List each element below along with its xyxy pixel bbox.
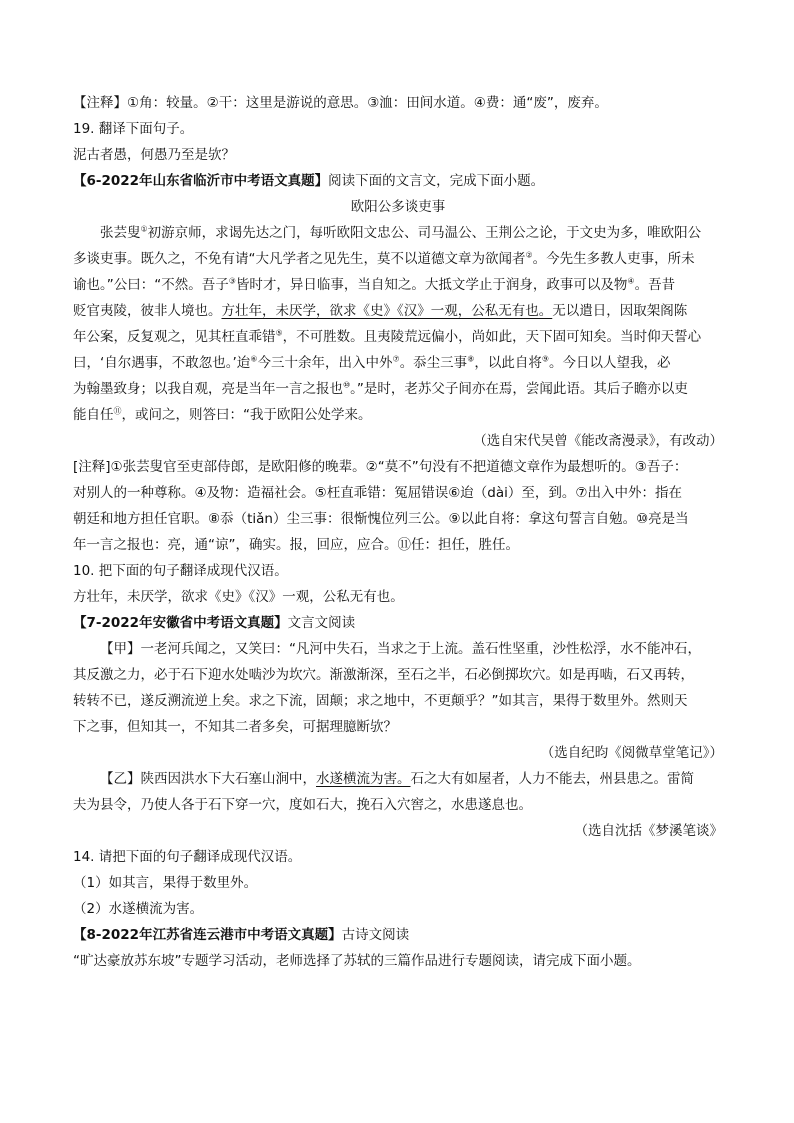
text-line: “旷达豪放苏东坡”专题学习活动，老师选择了苏轼的三篇作品进行专题阅读，请完成下面小题。	[73, 953, 641, 969]
text-span: 。”是时，老苏父子间亦在焉，尝闻此语。其后子瞻亦以吏	[350, 381, 688, 397]
text-line: （1）如其言，果得于数里外。	[73, 875, 258, 891]
footnote-marker: ⑪	[113, 406, 122, 416]
text-span: 古诗文阅读	[341, 927, 410, 943]
text-span: 水遂横流为害。	[316, 771, 411, 787]
text-line: 下之事，但知其一，不知其二者多矣，可据理臆断欤？	[73, 719, 397, 735]
text-line: （选自纪昀《阅微草堂笔记》）	[540, 745, 723, 761]
text-span: 今三十余年，出入中外	[257, 355, 393, 371]
text-span: 谕也。”公曰：“不然。吾子	[73, 277, 229, 293]
text-line: 年一言之报也：亮，通“谅”，确实。报，回应，应合。⑪任：担任，胜任。	[73, 537, 519, 553]
footnote-marker: ⑤	[275, 328, 283, 338]
text-line	[73, 350, 723, 376]
footnote-marker: ⑩	[343, 380, 351, 390]
text-span: 皆时才，异日临事，当自知之。大抵文学止于润身，政事可以及物	[235, 277, 628, 293]
footnote-marker: ⑥	[250, 354, 258, 364]
text-line: 【甲】一老河兵闻之，又笑曰：“凡河中失石，当求之于上流。盖石性坚重，沙性松浮，水不能冲石，	[100, 641, 701, 657]
text-line	[73, 402, 723, 428]
text-line	[73, 220, 723, 246]
text-span: 贬官夷陵，彼非人境也。	[73, 303, 222, 319]
text-span: ，不可胜数。且夷陵荒远偏小，尚如此，天下固可知矣。当时仰天誓心	[282, 329, 702, 345]
text-span: 无以遣日，因取架阁陈	[552, 303, 688, 319]
text-span: 文言文阅读	[287, 615, 356, 631]
text-line	[73, 246, 723, 272]
text-span: 能自任	[73, 407, 114, 423]
text-line	[73, 922, 723, 948]
footnote-marker: ⑧	[467, 354, 475, 364]
text-line: 14. 请把下面的句子翻译成现代汉语。	[73, 849, 302, 865]
text-line	[73, 376, 723, 402]
text-line: 方壮年，未厌学，欲求《史》《汉》一观，公私无有也。	[73, 589, 404, 605]
footnote-marker: ①	[140, 224, 148, 234]
footnote-marker: ②	[525, 250, 533, 260]
text-line	[73, 298, 723, 324]
text-span: 曰，‘自尔遇事，不敢忽也。’迨	[73, 355, 251, 371]
text-line: （选自沈括《梦溪笔谈》	[574, 823, 723, 839]
footnote-marker: ⑨	[541, 354, 550, 364]
text-line	[73, 324, 723, 350]
text-span: 【7-2022年安徽省中考语文真题】	[73, 615, 288, 631]
text-line: 夫为县令，乃使人各于石下穿一穴，度如石大，挽石入穴窖之，水患遂息也。	[73, 797, 532, 813]
footnote-marker: ④	[627, 276, 635, 286]
text-span: 【6-2022年山东省临沂市中考语文真题】	[73, 173, 329, 189]
text-span: ，或问之，则答曰：“我于欧阳公处学来。	[121, 407, 372, 423]
text-span: 年公案，反复观之，见其枉直乖错	[73, 329, 276, 345]
text-line: （选自宋代吴曾《能改斋漫录》，有改动）	[473, 433, 723, 449]
text-span: 。今日以人望我，必	[549, 355, 671, 371]
text-span: ，以此自将	[474, 355, 542, 371]
text-line: 泥古者愚，何愚乃至是欤？	[73, 147, 235, 163]
text-span: 阅读下面的文言文，完成下面小题。	[328, 173, 545, 189]
footnote-marker: ⑦	[392, 354, 400, 364]
text-line	[73, 766, 723, 792]
text-line: 【注释】①角：较量。②干：这里是游说的意思。③洫：田间水道。④费：通“废”，废弃。	[73, 95, 608, 111]
text-span: 多谈吏事。既久之，不免有请“大凡学者之见先生，莫不以道德文章为欲闻者	[73, 251, 526, 267]
text-line: 朝廷和地方担任官职。⑧忝（tiǎn）尘三事：很惭愧位列三公。⑨以此自将：拿这句誓言自勉。⑩亮是当	[73, 511, 689, 527]
document-page	[73, 90, 723, 974]
text-span: 为翰墨致身；以我自观，亮是当年一言之报也	[73, 381, 343, 397]
text-span: 。忝尘三事	[399, 355, 468, 371]
text-line: （2）水遂横流为害。	[73, 901, 204, 917]
text-line	[73, 610, 723, 636]
text-span: 初游京师，求谒先达之门，每听欧阳文忠公、司马温公、王荆公之论，于文史为多，唯欧阳公	[147, 225, 702, 241]
text-line: 19. 翻译下面句子。	[73, 121, 194, 137]
text-span: 【乙】陕西因洪水下大石塞山涧中，	[100, 771, 316, 787]
text-span: 。今先生多教人吏事，所未	[532, 251, 695, 267]
text-span: 方壮年，未厌学，欲求《史》《汉》一观，公私无有也。	[221, 303, 553, 319]
text-span: 张芸叟	[100, 225, 141, 241]
text-line: 其反激之力，必于石下迎水处啮沙为坎穴。渐激渐深，至石之半，石必倒掷坎穴。如是再啮，石又再转，	[73, 667, 694, 683]
text-span: 。吾昔	[634, 277, 676, 293]
text-line: 10. 把下面的句子翻译成现代汉语。	[73, 563, 288, 579]
text-line	[73, 272, 723, 298]
footnote-marker: ③	[228, 276, 236, 286]
text-span: 石之大有如屋者，人力不能去，州县患之。雷简	[410, 771, 694, 787]
text-line: 对别人的一种尊称。④及物：造福社会。⑤枉直乖错：冤屈错误⑥迨（dài）至，到。⑦出入中外：指在	[73, 485, 683, 501]
text-line: 转转不已，遂反溯流逆上矣。求之下流，固颠；求之地中，不更颠乎？”如其言，果得于数里外。然则天	[73, 693, 688, 709]
text-span: 【8-2022年江苏省连云港市中考语文真题】	[73, 927, 342, 943]
text-line: [注释]①张芸叟官至吏部侍郎，是欧阳修的晚辈。②“莫不”句没有不把道德文章作为最想听的。③吾子：	[73, 459, 688, 475]
text-line	[73, 168, 723, 194]
text-line: 欧阳公多谈吏事	[350, 199, 446, 215]
